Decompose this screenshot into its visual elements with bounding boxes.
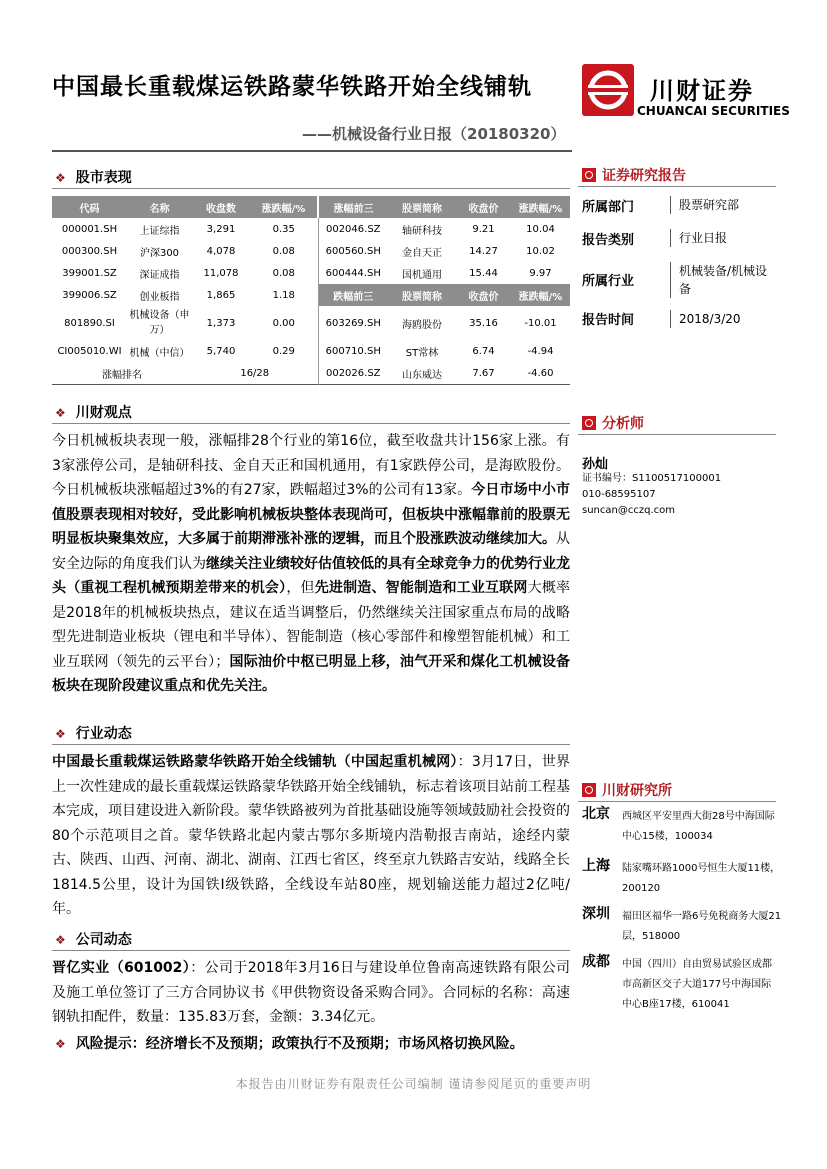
table-row bbox=[52, 240, 570, 262]
diamond-bullet-icon: ❖ bbox=[55, 727, 66, 741]
table-row bbox=[52, 218, 570, 240]
cell: 14.27 bbox=[469, 245, 498, 257]
table-row bbox=[52, 340, 570, 362]
footer-disclaimer: 本报告由川财证券有限责任公司编制 谨请参阅尾页的重要声明 bbox=[235, 1077, 592, 1091]
header-rule bbox=[52, 150, 572, 152]
cell: 35.16 bbox=[469, 317, 498, 329]
market-table bbox=[52, 196, 570, 385]
office-city: 成都 bbox=[582, 954, 610, 970]
cell: 山东威达 bbox=[402, 369, 442, 381]
col-header: 股票简称 bbox=[388, 284, 456, 306]
cell: 9.97 bbox=[529, 267, 552, 279]
section-rule bbox=[52, 744, 570, 745]
cell: ST常林 bbox=[405, 347, 439, 359]
section-rule bbox=[52, 950, 570, 951]
cell: 002046.SZ bbox=[325, 223, 381, 235]
diamond-bullet-icon: ❖ bbox=[55, 933, 66, 947]
cell: 0.29 bbox=[250, 340, 318, 362]
cell: 600710.SH bbox=[325, 345, 381, 357]
office-address: 西城区平安里西大街28号中海国际中心15楼，100034 bbox=[622, 811, 775, 842]
cell: 6.74 bbox=[472, 345, 495, 357]
analyst-cert: 证书编号：S1100517100001 bbox=[582, 473, 722, 484]
office-address: 陆家嘴环路1000号恒生大厦11楼，200120 bbox=[622, 863, 781, 894]
office-city: 北京 bbox=[582, 806, 610, 822]
red-square-icon bbox=[582, 416, 596, 430]
diamond-bullet-icon: ❖ bbox=[55, 171, 66, 185]
cell: 创业板指 bbox=[139, 291, 180, 303]
sidebar-rule bbox=[578, 186, 776, 187]
dept-label: 所属部门 bbox=[582, 200, 635, 215]
red-square-icon bbox=[582, 783, 596, 797]
cell: 600444.SH bbox=[325, 267, 381, 279]
office-address: 福田区福华一路6号免税商务大厦21层，518000 bbox=[622, 911, 782, 942]
cell: 000001.SH bbox=[61, 223, 118, 235]
section-view-heading: ❖ 川财观点 bbox=[55, 405, 132, 421]
risk-warning: ❖ 风险提示：经济增长不及预期；政策执行不及预期；市场风格切换风险。 bbox=[55, 1036, 524, 1052]
cell: 000300.SH bbox=[61, 245, 118, 257]
cell: 10.04 bbox=[526, 223, 555, 235]
date-value: 2018/3/20 bbox=[670, 310, 779, 328]
office-city: 上海 bbox=[582, 858, 610, 874]
cell: 3,291 bbox=[206, 223, 236, 235]
cell: 机械（中信） bbox=[129, 347, 190, 359]
col-header: 涨跌幅/% bbox=[511, 284, 570, 306]
table-header-row bbox=[52, 196, 570, 218]
cell: CI005010.WI bbox=[57, 345, 122, 357]
cell: 4,078 bbox=[206, 245, 236, 257]
institute-heading: 川财研究所 bbox=[582, 780, 672, 800]
sidebar-rule bbox=[578, 434, 776, 435]
col-header: 收盘数 bbox=[192, 196, 250, 218]
report-type-heading: 证券研究报告 bbox=[582, 165, 686, 185]
red-square-icon bbox=[582, 168, 596, 182]
cell: 9.21 bbox=[472, 223, 495, 235]
view-paragraph: 今日机械板块表现一般，涨幅排28个行业的第16位，截至收盘共计156家上涨。有3家涨停公司，是轴研科技、金自天正和国机通用，有1家跌停公司，是海欧股份。今日机械板块涨幅超过3%的有27家，跌幅超过3%的公司有13家。今日市场中小市值股票表现相对较好，受此影响机械板块整体表现尚可，但板块中涨幅靠前的股票无明显板块聚集效应，大多属于前期滞涨补涨的逻辑，而且个股涨跌波动继续加大。从安全边际的角度我们认为继续关注业绩较好估值较低的具有全球竞争力的优势行业龙头（重视工程机械预期差带来的机会），但先进制造、智能制造和工业互联网大概率是2018年的机械板块热点，建议在适当调整后，仍然继续关注国家重点布局的战略型先进制造业板块（锂电和半导体）、智能制造（核心零部件和橡塑智能机械）和工业互联网（领先的云平台）；国际油价中枢已明显上移，油气开采和煤化工机械设备板块在现阶段建议重点和优先关注。 bbox=[52, 433, 571, 694]
cell: 399006.SZ bbox=[62, 289, 117, 301]
diamond-bullet-icon: ❖ bbox=[55, 406, 66, 420]
cell: 沪深300 bbox=[139, 247, 180, 259]
report-title: 中国最长重载煤运铁路蒙华铁路开始全线铺轨 bbox=[52, 74, 532, 100]
cell: 机械设备（申万） bbox=[129, 310, 190, 336]
cell: 轴研科技 bbox=[402, 225, 442, 237]
section-rule bbox=[52, 188, 570, 189]
col-header: 代码 bbox=[52, 196, 127, 218]
industry-paragraph: 中国最长重载煤运铁路蒙华铁路开始全线铺轨（中国起重机械网）：3月17日，世界上一次性建成的最长重载煤运铁路蒙华铁路开始全线铺轨，标志着该项目站前工程基本完成，项目建设进入新阶段。蒙华铁路被列为首批基础设施等领域鼓励社会投资的80个示范项目之首。蒙华铁路北起内蒙古鄂尔多斯境内浩勒报吉南站，途经内蒙古、陕西、山西、河南、湖北、湖南、江西七省区，终至京九铁路吉安站，线路全长1814.5公里，设计为国铁Ⅰ级铁路，全线设车站80座，规划输送能力超过2亿吨/年。 bbox=[52, 754, 571, 917]
section-company-heading: ❖ 公司动态 bbox=[55, 932, 132, 948]
industry-value: 机械装备/机械设备 bbox=[670, 262, 779, 298]
section-market-heading: ❖ 股市表现 bbox=[55, 170, 132, 186]
table-row bbox=[52, 262, 570, 284]
logo-chinese-name: 川财证券 bbox=[650, 77, 754, 105]
date-label: 报告时间 bbox=[582, 313, 635, 328]
section-rule bbox=[52, 423, 570, 424]
cell: 7.67 bbox=[472, 367, 495, 379]
cell: -4.94 bbox=[527, 345, 554, 357]
col-header: 收盘价 bbox=[456, 196, 511, 218]
diamond-bullet-icon: ❖ bbox=[55, 1037, 66, 1051]
cell: 002026.SZ bbox=[325, 367, 381, 379]
cell: 0.00 bbox=[250, 306, 318, 340]
cell: 399001.SZ bbox=[62, 267, 117, 279]
cell: 10.02 bbox=[526, 245, 555, 257]
cell: 海鸥股份 bbox=[402, 319, 442, 331]
cell: 上证综指 bbox=[139, 225, 180, 237]
col-header: 收盘价 bbox=[456, 284, 511, 306]
cell: -4.60 bbox=[527, 367, 554, 379]
industry-label: 所属行业 bbox=[582, 274, 635, 289]
section-industry-heading: ❖ 行业动态 bbox=[55, 726, 132, 742]
col-header: 涨跌幅/% bbox=[250, 196, 318, 218]
cell: 深证成指 bbox=[139, 269, 180, 281]
rank-label: 涨幅排名 bbox=[102, 369, 142, 381]
category-value: 行业日报 bbox=[670, 229, 779, 247]
cell: 0.08 bbox=[250, 262, 318, 284]
cell: 1,865 bbox=[206, 289, 236, 301]
table-row bbox=[52, 284, 570, 306]
category-label: 报告类别 bbox=[582, 233, 635, 248]
cell: 金自天正 bbox=[402, 247, 442, 259]
cell: 15.44 bbox=[469, 267, 498, 279]
cell: 1.18 bbox=[250, 284, 318, 306]
cell: 603269.SH bbox=[325, 317, 381, 329]
col-header: 股票简称 bbox=[388, 196, 456, 218]
sidebar-rule bbox=[578, 801, 776, 802]
cell: 0.08 bbox=[250, 240, 318, 262]
analyst-heading: 分析师 bbox=[582, 413, 644, 433]
rank-value: 16/28 bbox=[192, 362, 318, 385]
cell: 801890.SI bbox=[64, 317, 115, 329]
cell: 11,078 bbox=[203, 267, 239, 279]
dept-value: 股票研究部 bbox=[670, 196, 779, 214]
cell: 0.35 bbox=[250, 218, 318, 240]
company-paragraph: 晋亿实业（601002）：公司于2018年3月16日与建设单位鲁南高速铁路有限公司及施工单位签订了三方合同协议书《甲供物资设备采购合同》。合同标的名称：高速钢轨扣配件，数量：135.83万套，金额：3.34亿元。 bbox=[52, 960, 570, 1025]
logo-english-name: CHUANCAI SECURITIES bbox=[637, 104, 790, 118]
col-header: 跌幅前三 bbox=[318, 284, 388, 306]
office-address: 中国（四川）自由贸易试验区成都市高新区交子大道177号中海国际中心B座17楼，610041 bbox=[622, 959, 772, 1010]
office-city: 深圳 bbox=[582, 906, 610, 922]
cell: -10.01 bbox=[524, 317, 557, 329]
cell: 5,740 bbox=[206, 345, 236, 357]
col-header: 涨幅前三 bbox=[318, 196, 388, 218]
cell: 1,373 bbox=[206, 317, 236, 329]
table-row bbox=[52, 362, 570, 385]
table-row bbox=[52, 306, 570, 340]
chuancai-logo-icon bbox=[582, 64, 634, 116]
cell: 600560.SH bbox=[325, 245, 381, 257]
report-subtitle: ——机械设备行业日报（20180320） bbox=[302, 125, 566, 143]
col-header: 涨跌幅/% bbox=[511, 196, 570, 218]
analyst-email[interactable]: suncan@cczq.com bbox=[582, 505, 675, 516]
analyst-phone: 010-68595107 bbox=[582, 489, 656, 500]
analyst-name: 孙灿 bbox=[582, 457, 609, 472]
cell: 国机通用 bbox=[402, 269, 442, 281]
col-header: 名称 bbox=[127, 196, 192, 218]
